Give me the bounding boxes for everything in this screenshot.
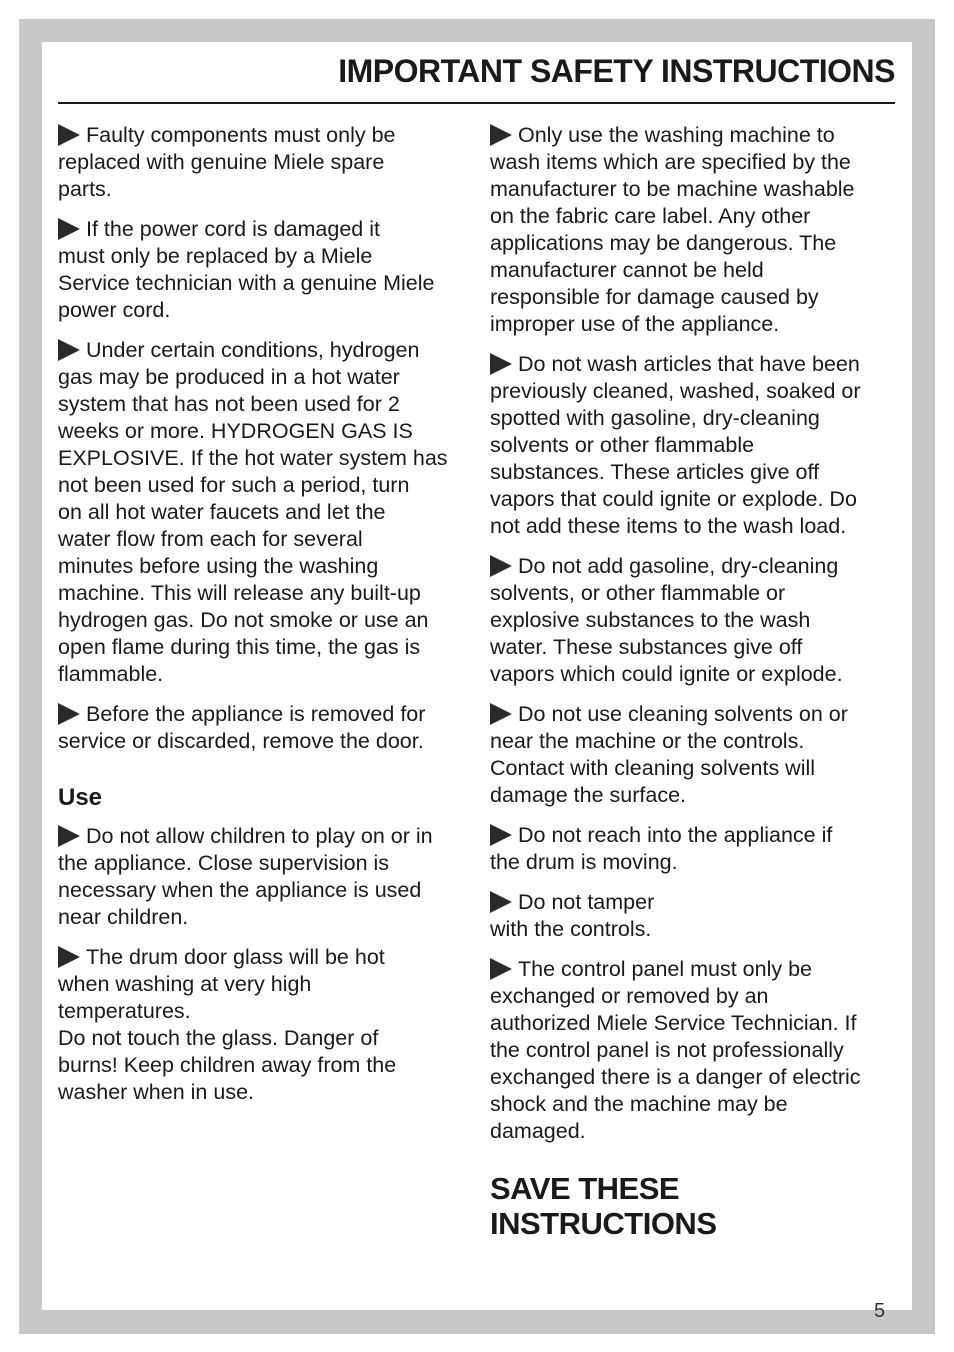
instruction-line: washer when in use.	[58, 1080, 254, 1104]
save-instructions-heading	[490, 1171, 896, 1241]
instruction-line: Faulty components must only be	[86, 123, 396, 147]
instruction-line: responsible for damage caused by	[490, 285, 819, 309]
instruction-line: service or discarded, remove the door.	[58, 729, 424, 753]
right-triangle-arrow-icon	[490, 353, 512, 375]
safety-instruction-item	[58, 337, 464, 688]
instruction-line: gas may be produced in a hot water	[58, 365, 400, 389]
right-column	[490, 122, 896, 1241]
right-triangle-arrow-icon	[58, 218, 80, 240]
safety-instruction-item	[490, 122, 896, 338]
instruction-line: not add these items to the wash load.	[490, 514, 847, 538]
right-triangle-arrow-icon	[490, 124, 512, 146]
save-heading-line: SAVE THESE	[490, 1171, 680, 1206]
instruction-line: shock and the machine may be	[490, 1092, 788, 1116]
instruction-line: Contact with cleaning solvents will	[490, 756, 816, 780]
instruction-line: damaged.	[490, 1119, 586, 1143]
instruction-line: The drum door glass will be hot	[86, 945, 385, 969]
safety-instruction-item	[58, 944, 464, 1106]
instruction-line: wash items which are specified by the	[490, 150, 851, 174]
instruction-line: exchanged or removed by an	[490, 984, 769, 1008]
safety-instruction-item	[490, 822, 896, 876]
instruction-line: authorized Miele Service Technician. If	[490, 1011, 857, 1035]
instruction-line: power cord.	[58, 298, 171, 322]
instruction-line: must only be replaced by a Miele	[58, 244, 373, 268]
instruction-line: open flame during this time, the gas is	[58, 635, 421, 659]
page-number: 5	[874, 1300, 886, 1322]
instruction-line: Do not tamper	[518, 890, 655, 914]
instruction-line: manufacturer cannot be held	[490, 258, 764, 282]
instruction-line: applications may be dangerous. The	[490, 231, 837, 255]
instruction-line: flammable.	[58, 662, 164, 686]
instruction-line: minutes before using the washing	[58, 554, 379, 578]
instruction-line: The control panel must only be	[518, 957, 812, 981]
instruction-line: parts.	[58, 177, 112, 201]
right-triangle-arrow-icon	[58, 703, 80, 725]
instruction-line: hydrogen gas. Do not smoke or use an	[58, 608, 429, 632]
instruction-line: with the controls.	[490, 917, 652, 941]
right-triangle-arrow-icon	[58, 946, 80, 968]
instruction-line: burns! Keep children away from the	[58, 1053, 397, 1077]
right-triangle-arrow-icon	[490, 958, 512, 980]
right-triangle-arrow-icon	[58, 825, 80, 847]
save-heading-line: INSTRUCTIONS	[490, 1206, 717, 1241]
right-triangle-arrow-icon	[58, 124, 80, 146]
instruction-line: weeks or more. HYDROGEN GAS IS	[58, 419, 413, 443]
instruction-line: near children.	[58, 905, 189, 929]
left-items-use	[58, 823, 464, 1106]
instruction-line: water flow from each for several	[58, 527, 363, 551]
left-column	[58, 122, 464, 1119]
safety-instruction-item	[490, 351, 896, 540]
right-triangle-arrow-icon	[58, 339, 80, 361]
safety-instruction-item	[58, 122, 464, 203]
right-triangle-arrow-icon	[490, 703, 512, 725]
safety-instruction-item	[58, 701, 464, 755]
instruction-line: Service technician with a genuine Miele	[58, 271, 435, 295]
right-items	[490, 122, 896, 1145]
instruction-line: If the power cord is damaged it	[86, 217, 380, 241]
instruction-line: Do not wash articles that have been	[518, 352, 860, 376]
instruction-line: the appliance. Close supervision is	[58, 851, 390, 875]
safety-instruction-item	[58, 823, 464, 931]
instruction-line: Only use the washing machine to	[518, 123, 835, 147]
instruction-line: exchanged there is a danger of electric	[490, 1065, 861, 1089]
instruction-line: damage the surface.	[490, 783, 687, 807]
right-triangle-arrow-icon	[490, 891, 512, 913]
instruction-line: substances. These articles give off	[490, 460, 820, 484]
instruction-line: EXPLOSIVE. If the hot water system has	[58, 446, 448, 470]
safety-instruction-item	[58, 216, 464, 324]
safety-instruction-item	[490, 956, 896, 1145]
instruction-line: Do not allow children to play on or in	[86, 824, 433, 848]
page-title: IMPORTANT SAFETY INSTRUCTIONS	[338, 53, 895, 89]
instruction-line: improper use of the appliance.	[490, 312, 780, 336]
instruction-line: vapors that could ignite or explode. Do	[490, 487, 857, 511]
safety-instruction-item	[490, 701, 896, 809]
instruction-line: temperatures.	[58, 999, 191, 1023]
instruction-line: manufacturer to be machine washable	[490, 177, 855, 201]
page-header	[58, 52, 895, 104]
instruction-line: on the fabric care label. Any other	[490, 204, 811, 228]
instruction-line: Do not touch the glass. Danger of	[58, 1026, 379, 1050]
instruction-line: on all hot water faucets and let the	[58, 500, 386, 524]
instruction-line: system that has not been used for 2	[58, 392, 400, 416]
safety-instruction-item	[490, 553, 896, 688]
instruction-line: necessary when the appliance is used	[58, 878, 422, 902]
instruction-line: replaced with genuine Miele spare	[58, 150, 385, 174]
right-triangle-arrow-icon	[490, 555, 512, 577]
section-heading-use: Use	[58, 784, 103, 811]
instruction-line: when washing at very high	[58, 972, 312, 996]
instruction-line: Under certain conditions, hydrogen	[86, 338, 420, 362]
instruction-line: machine. This will release any built-up	[58, 581, 421, 605]
right-triangle-arrow-icon	[490, 824, 512, 846]
instruction-line: explosive substances to the wash	[490, 608, 811, 632]
safety-instruction-item	[490, 889, 896, 943]
instruction-line: previously cleaned, washed, soaked or	[490, 379, 861, 403]
instruction-line: the control panel is not professionally	[490, 1038, 844, 1062]
instruction-line: water. These substances give off	[490, 635, 803, 659]
instruction-line: near the machine or the controls.	[490, 729, 805, 753]
left-items-top	[58, 122, 464, 755]
instruction-line: not been used for such a period, turn	[58, 473, 410, 497]
instruction-line: vapors which could ignite or explode.	[490, 662, 843, 686]
instruction-line: spotted with gasoline, dry-cleaning	[490, 406, 820, 430]
instruction-line: solvents or other flammable	[490, 433, 755, 457]
instruction-line: solvents, or other flammable or	[490, 581, 786, 605]
instruction-line: the drum is moving.	[490, 850, 678, 874]
instruction-line: Do not use cleaning solvents on or	[518, 702, 848, 726]
instruction-line: Do not add gasoline, dry-cleaning	[518, 554, 839, 578]
instruction-line: Before the appliance is removed for	[86, 702, 426, 726]
instruction-line: Do not reach into the appliance if	[518, 823, 833, 847]
